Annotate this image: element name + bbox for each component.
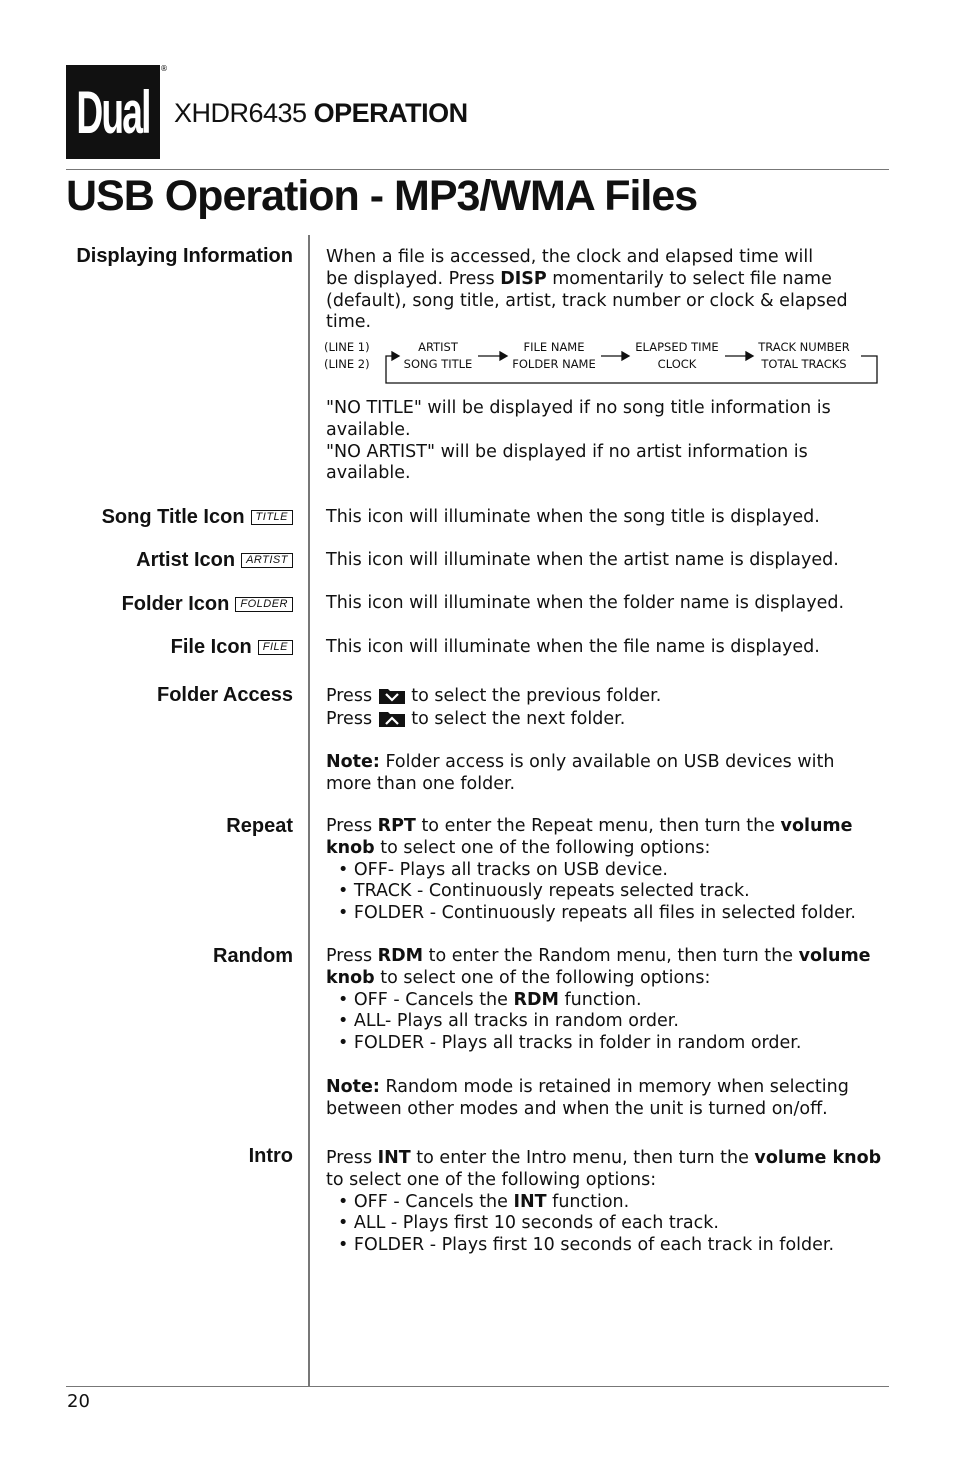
column-divider <box>308 235 310 1387</box>
repeat-text <box>326 816 856 925</box>
dual-logo <box>66 65 160 159</box>
text-span: function. <box>558 989 642 1010</box>
diagram-artist: ARTIST <box>418 340 458 354</box>
text-span: Press <box>326 816 378 836</box>
page-title: USB Operation - MP3/WMA Files <box>66 172 698 220</box>
intro-option-all: • ALL - Plays first 10 seconds of each track. <box>338 1213 719 1234</box>
file-icon-desc: This icon will illuminate when the file name is displayed. <box>326 637 820 657</box>
label-intro <box>249 1145 293 1168</box>
label-song-title-icon <box>102 506 293 529</box>
text-line: (default), song title, artist, track number or clock & elapsed <box>326 290 848 311</box>
folder-down-icon <box>378 685 406 705</box>
text-line: between other modes and when the unit is turned on/off. <box>326 1098 828 1119</box>
diagram-arrows <box>322 338 882 388</box>
text-span: • OFF - Cancels the <box>338 989 514 1010</box>
section-name: OPERATION <box>313 98 468 128</box>
folder-icon-desc: This icon will illuminate when the folder name is displayed. <box>326 593 845 613</box>
repeat-option-track: • TRACK - Continuously repeats selected track. <box>338 881 750 902</box>
volume-word: volume <box>798 946 871 966</box>
text-span: function. <box>546 1191 630 1212</box>
text-span: Folder access is only available on USB devices with <box>379 752 835 773</box>
text-span: to enter the Repeat menu, then turn the <box>415 816 781 836</box>
label-displaying-information <box>76 245 293 268</box>
int-key: INT <box>513 1191 547 1212</box>
text-line <box>326 1077 871 1099</box>
header-title <box>174 98 468 129</box>
text-line <box>326 968 871 990</box>
diagram-total-tracks: TOTAL TRACKS <box>761 357 847 371</box>
intro-option-off <box>326 1192 881 1214</box>
text-line <box>326 838 856 860</box>
text-line <box>326 269 848 291</box>
text-span: momentarily to select file name <box>546 268 832 289</box>
display-cycle-diagram <box>322 338 882 388</box>
diagram-track-number: TRACK NUMBER <box>758 340 850 354</box>
text-line: time. <box>326 312 372 333</box>
text-line <box>326 708 834 731</box>
text-line: "NO ARTIST" will be displayed if no artist information is <box>326 441 808 462</box>
artist-tag-icon: ARTIST <box>241 553 293 568</box>
text-span: to select one of the following options: <box>374 967 711 988</box>
note-label: Note: <box>326 1076 380 1097</box>
label-artist-icon <box>136 549 293 572</box>
diagram-song-title: SONG TITLE <box>403 357 473 371</box>
text-span: to select one of the following options: <box>374 837 711 858</box>
text-span: be displayed. Press <box>326 268 501 289</box>
folder-tag-icon: FOLDER <box>235 597 293 612</box>
random-option-off <box>326 990 871 1012</box>
no-title-text <box>326 398 831 485</box>
logo-text: Dual <box>76 78 150 146</box>
text-span: Random mode is retained in memory when selecting <box>379 1076 849 1097</box>
diagram-folder-name: FOLDER NAME <box>512 357 596 371</box>
note-label: Note: <box>326 752 380 773</box>
text-span: Press <box>326 1148 378 1168</box>
text-line <box>326 752 834 774</box>
label-random <box>213 945 293 968</box>
int-key: INT <box>377 1148 411 1168</box>
text-span: Press <box>326 946 378 966</box>
diagram-file-name: FILE NAME <box>523 340 585 354</box>
label-repeat <box>226 815 293 838</box>
spacer <box>326 731 834 753</box>
diagram-line2-label: (LINE 2) <box>324 357 370 371</box>
title-tag-icon: TITLE <box>251 510 293 525</box>
intro-text <box>326 1148 881 1257</box>
bottom-divider <box>66 1386 889 1387</box>
diagram-line1-label: (LINE 1) <box>324 340 370 354</box>
label-text: Intro <box>248 1145 293 1167</box>
text-span: to select the next folder. <box>405 708 626 729</box>
label-text: Repeat <box>226 815 293 837</box>
text-line: more than one folder. <box>326 774 516 795</box>
diagram-elapsed-time: ELAPSED TIME <box>635 340 719 354</box>
text-line <box>326 1148 881 1170</box>
displaying-info-text <box>326 247 848 334</box>
label-folder-access <box>157 684 293 707</box>
text-span: Press <box>326 686 373 706</box>
text-line <box>326 816 856 838</box>
label-folder-icon <box>122 593 293 616</box>
text-span: to select the previous folder. <box>405 686 662 706</box>
text-line <box>326 685 834 708</box>
diagram-clock: CLOCK <box>657 357 697 371</box>
text-span: Press <box>326 708 373 729</box>
file-tag-icon: FILE <box>258 640 293 655</box>
model-name: XHDR6435 <box>174 98 307 128</box>
repeat-option-folder: • FOLDER - Continuously repeats all files in selected folder. <box>338 903 856 924</box>
rdm-key: RDM <box>513 989 559 1010</box>
text-span: to enter the Random menu, then turn the <box>423 946 799 966</box>
artist-icon-desc: This icon will illuminate when the artist name is displayed. <box>326 550 839 570</box>
song-title-icon-desc: This icon will illuminate when the song title is displayed. <box>326 507 820 527</box>
random-option-folder: • FOLDER - Plays all tracks in folder in random order. <box>338 1033 802 1054</box>
label-text: Displaying Information <box>76 245 293 267</box>
random-text <box>326 946 871 1120</box>
label-text: Folder Icon <box>121 593 230 615</box>
text-span: to enter the Intro menu, then turn the <box>410 1148 755 1168</box>
text-line: available. <box>326 419 411 440</box>
folder-up-icon <box>378 708 406 728</box>
knob-word: knob <box>326 837 375 858</box>
label-text: File Icon <box>170 636 252 658</box>
text-line: "NO TITLE" will be displayed if no song title information is <box>326 398 831 418</box>
top-divider <box>66 169 889 170</box>
intro-option-folder: • FOLDER - Plays first 10 seconds of each track in folder. <box>338 1235 835 1256</box>
text-line: When a file is accessed, the clock and elapsed time will <box>326 247 814 267</box>
label-file-icon <box>171 636 293 659</box>
label-text: Folder Access <box>157 684 293 706</box>
text-span: • OFF - Cancels the <box>338 1191 514 1212</box>
text-line <box>326 946 871 968</box>
label-text: Artist Icon <box>136 549 236 571</box>
disp-key: DISP <box>500 268 547 289</box>
label-text: Random <box>213 945 293 967</box>
spacer <box>326 1055 871 1077</box>
label-text: Song Title Icon <box>101 506 245 528</box>
rpt-key: RPT <box>377 816 416 836</box>
folder-access-text <box>326 685 834 796</box>
registered-mark-icon: ® <box>160 64 168 73</box>
page-number: 20 <box>67 1391 90 1412</box>
knob-word: knob <box>326 967 375 988</box>
random-option-all: • ALL- Plays all tracks in random order. <box>338 1011 679 1032</box>
text-line: available. <box>326 463 411 484</box>
repeat-option-off: • OFF- Plays all tracks on USB device. <box>338 859 668 880</box>
rdm-key: RDM <box>377 946 424 966</box>
volume-knob-word: volume knob <box>754 1148 882 1168</box>
text-line: to select one of the following options: <box>326 1169 657 1190</box>
volume-word: volume <box>780 816 853 836</box>
